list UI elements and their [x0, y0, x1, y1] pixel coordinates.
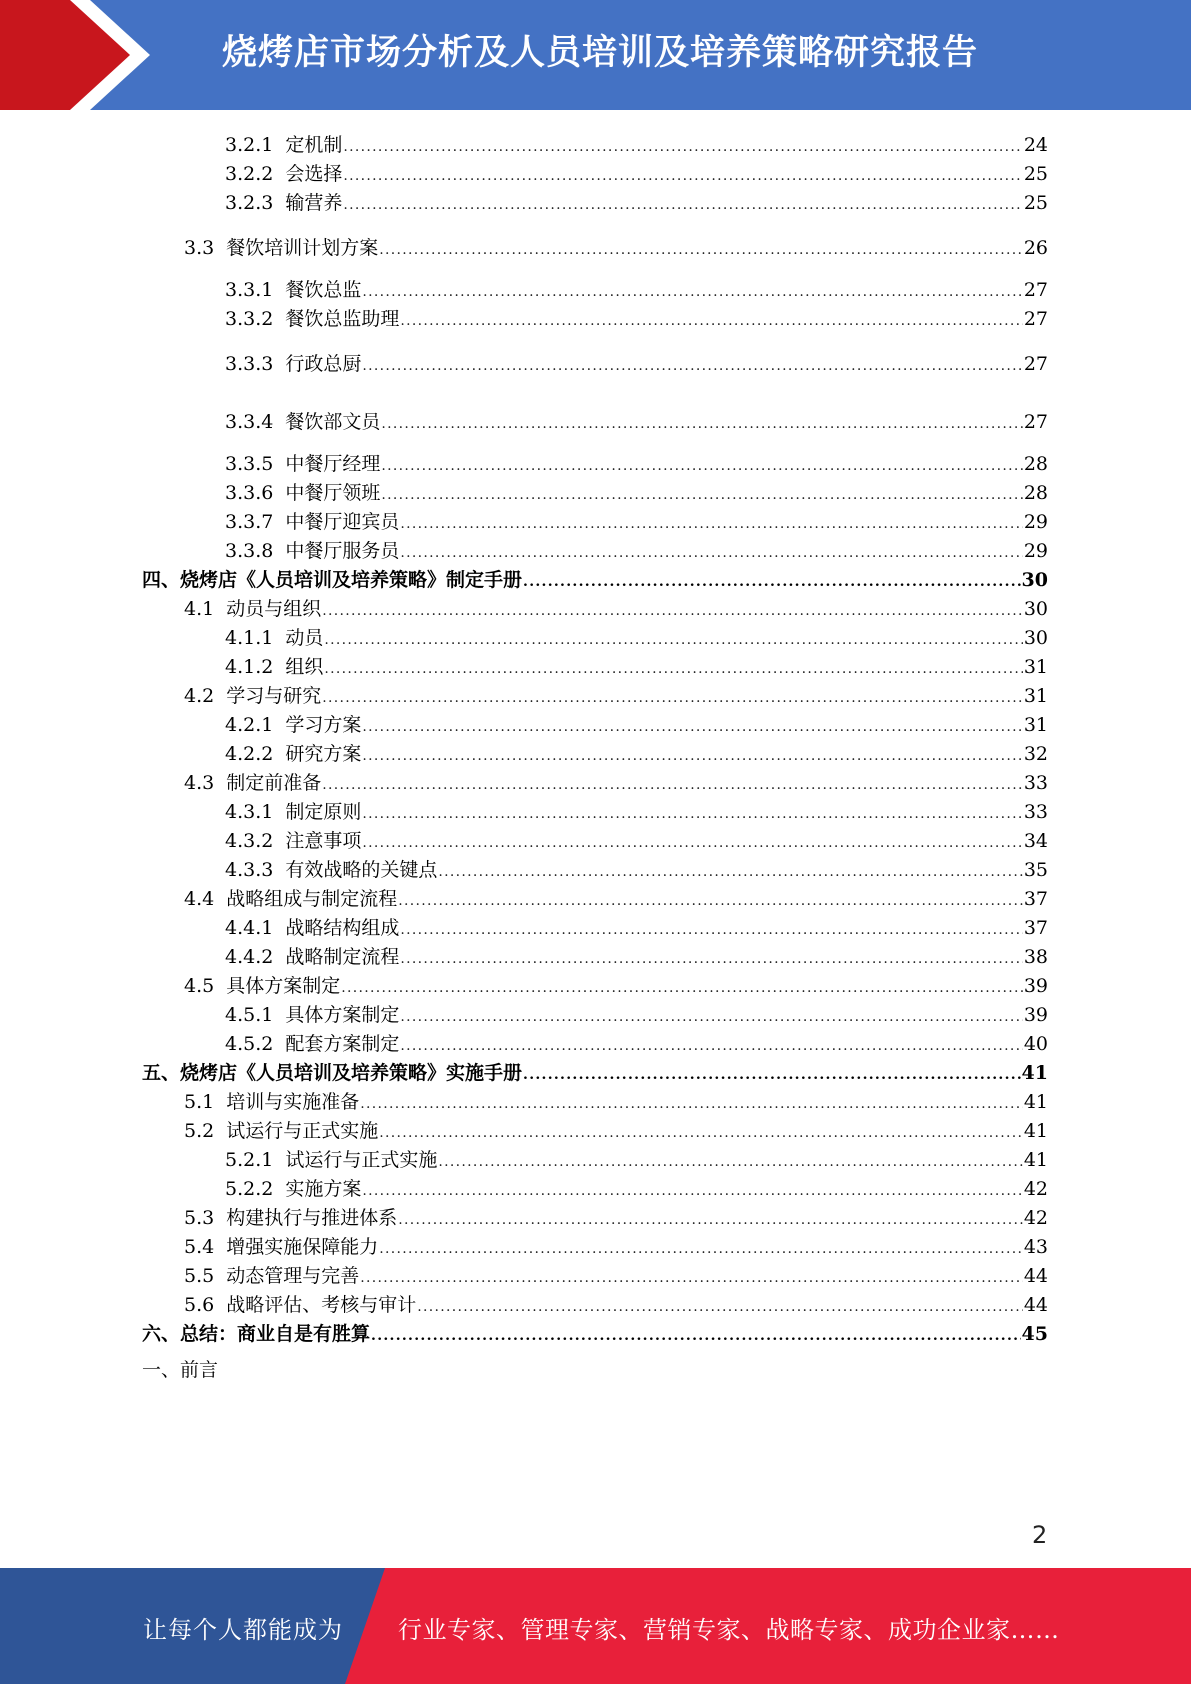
toc-entry-number: 4.1.2	[225, 656, 274, 678]
toc-dot-leader	[398, 1207, 1023, 1233]
toc-entry-label	[225, 712, 361, 738]
toc-entry-page: 41	[1023, 1120, 1048, 1142]
toc-dot-leader	[324, 627, 1022, 653]
toc-entry[interactable]	[184, 1263, 1048, 1289]
toc-entry-number: 3.3.8	[225, 540, 274, 562]
toc-dot-leader	[438, 859, 1022, 885]
toc-entry-page: 29	[1023, 540, 1048, 562]
toc-dot-leader	[400, 540, 1022, 566]
toc-entry-label	[225, 132, 342, 158]
toc-entry[interactable]	[225, 306, 1048, 332]
toc-entry[interactable]	[225, 828, 1048, 854]
toc-entry-number: 5.2	[184, 1120, 215, 1142]
toc-entry-label	[225, 509, 399, 535]
toc-entry-label	[225, 1176, 361, 1202]
toc-entry[interactable]	[225, 277, 1048, 303]
toc-entry-title: 注意事项	[285, 830, 362, 852]
toc-entry-label	[225, 741, 361, 767]
toc-entry-label	[142, 1321, 370, 1347]
page-header	[0, 0, 1191, 110]
toc-entry-page: 33	[1023, 772, 1048, 794]
toc-entry-title: 实施方案	[285, 1178, 362, 1200]
toc-entry-label	[225, 451, 380, 477]
toc-entry-title: 动态管理与完善	[226, 1265, 360, 1287]
toc-entry-title: 学习方案	[285, 714, 362, 736]
toc-entry-number: 3.2.1	[225, 134, 274, 156]
toc-entry-number: 5.3	[184, 1207, 215, 1229]
toc-entry-number: 4.3.1	[225, 801, 274, 823]
toc-entry[interactable]	[184, 1292, 1048, 1318]
toc-entry[interactable]	[225, 480, 1048, 506]
toc-entry-title: 中餐厅迎宾员	[285, 511, 400, 533]
toc-dot-leader	[400, 1033, 1022, 1059]
toc-entry-number: 5.2.2	[225, 1178, 274, 1200]
toc-entry-label	[225, 161, 342, 187]
toc-entry[interactable]	[225, 741, 1048, 767]
toc-entry-number: 3.2.2	[225, 163, 274, 185]
toc-entry-label	[184, 683, 321, 709]
toc-entry-number: 4.5.1	[225, 1004, 274, 1026]
toc-entry-page: 37	[1023, 888, 1048, 910]
toc-dot-leader	[360, 1091, 1023, 1117]
toc-dot-leader	[381, 453, 1022, 479]
toc-entry-number: 3.3.2	[225, 308, 274, 330]
toc-entry-page: 41	[1023, 1149, 1048, 1171]
toc-entry-page: 31	[1023, 714, 1048, 736]
toc-entry-page: 29	[1023, 511, 1048, 533]
toc-entry-title: 餐饮部文员	[285, 411, 381, 433]
toc-entry-number: 3.2.3	[225, 192, 274, 214]
toc-entry-page: 30	[1021, 569, 1048, 591]
toc-entry-page: 34	[1023, 830, 1048, 852]
toc-entry-title: 四、烧烤店《人员培训及培养策略》制定手册	[142, 569, 523, 591]
toc-entry-title: 试运行与正式实施	[226, 1120, 379, 1142]
toc-entry-number: 4.3	[184, 772, 215, 794]
toc-entry-title: 试运行与正式实施	[285, 1149, 438, 1171]
toc-entry-number: 4.1.1	[225, 627, 274, 649]
toc-entry[interactable]	[225, 161, 1048, 187]
toc-entry[interactable]	[225, 944, 1048, 970]
toc-entry[interactable]	[225, 509, 1048, 535]
toc-entry-number: 3.3.6	[225, 482, 274, 504]
toc-entry-number: 3.3.7	[225, 511, 274, 533]
toc-entry-title: 配套方案制定	[285, 1033, 400, 1055]
toc-entry-number: 3.3	[184, 237, 215, 259]
toc-entry-page: 43	[1023, 1236, 1048, 1258]
toc-entry[interactable]	[225, 1002, 1048, 1028]
toc-entry-label	[225, 538, 399, 564]
toc-entry-label	[184, 886, 397, 912]
toc-dot-leader	[379, 237, 1023, 263]
toc-entry-title: 有效战略的关键点	[285, 859, 438, 881]
toc-entry-number: 4.4	[184, 888, 215, 910]
toc-dot-leader	[362, 1178, 1022, 1204]
toc-entry-number: 5.4	[184, 1236, 215, 1258]
toc-dot-leader	[379, 1236, 1023, 1262]
toc-entry-label	[225, 277, 361, 303]
toc-entry-label	[184, 973, 340, 999]
toc-entry-label	[225, 828, 361, 854]
toc-dot-leader	[362, 714, 1022, 740]
toc-entry-page: 42	[1023, 1178, 1048, 1200]
toc-entry-label	[225, 857, 437, 883]
document-title: 烧烤店市场分析及人员培训及培养策略研究报告	[222, 33, 979, 73]
toc-entry-title: 会选择	[285, 163, 343, 185]
toc-entry-label	[225, 409, 380, 435]
toc-entry-title: 增强实施保障能力	[226, 1236, 379, 1258]
toc-dot-leader	[343, 134, 1022, 160]
toc-entry-page: 44	[1023, 1294, 1048, 1316]
toc-entry-number: 4.3.2	[225, 830, 274, 852]
toc-entry-label	[184, 1263, 359, 1289]
toc-entry-title: 餐饮总监助理	[285, 308, 400, 330]
toc-entry-page: 39	[1023, 1004, 1048, 1026]
toc-entry-number: 4.2.1	[225, 714, 274, 736]
toc-entry[interactable]	[225, 190, 1048, 216]
toc-dot-leader	[362, 353, 1022, 379]
toc-entry-label	[184, 770, 321, 796]
toc-entry-number: 5.5	[184, 1265, 215, 1287]
toc-entry-page: 44	[1023, 1265, 1048, 1287]
toc-entry-title: 具体方案制定	[285, 1004, 400, 1026]
toc-entry-page: 40	[1023, 1033, 1048, 1055]
toc-entry-title: 餐饮培训计划方案	[226, 237, 379, 259]
toc-entry[interactable]	[225, 351, 1048, 377]
toc-entry-number: 4.5.2	[225, 1033, 274, 1055]
toc-entry[interactable]	[225, 857, 1048, 883]
toc-entry[interactable]	[142, 567, 1048, 593]
toc-entry-title: 战略评估、考核与审计	[226, 1294, 417, 1316]
toc-entry-page: 39	[1023, 975, 1048, 997]
toc-entry[interactable]	[225, 132, 1048, 158]
toc-entry-label	[225, 944, 399, 970]
toc-dot-leader	[381, 482, 1022, 508]
toc-entry[interactable]	[225, 1031, 1048, 1057]
toc-entry-page: 30	[1023, 598, 1048, 620]
toc-entry-title: 中餐厅经理	[285, 453, 381, 475]
page-number: 2	[1032, 1521, 1048, 1549]
toc-entry[interactable]	[184, 1234, 1048, 1260]
toc-entry[interactable]	[184, 1089, 1048, 1115]
toc-entry-title: 具体方案制定	[226, 975, 341, 997]
toc-entry[interactable]	[225, 799, 1048, 825]
toc-entry-label	[225, 654, 323, 680]
toc-entry-label	[184, 1292, 416, 1318]
toc-entry-page: 33	[1023, 801, 1048, 823]
toc-entry-title: 输营养	[285, 192, 343, 214]
toc-entry-page: 25	[1023, 192, 1048, 214]
toc-entry[interactable]	[184, 683, 1048, 709]
toc-dot-leader	[362, 743, 1022, 769]
toc-entry-number: 3.3.5	[225, 453, 274, 475]
toc-entry[interactable]	[184, 973, 1048, 999]
toc-entry-number: 3.3.1	[225, 279, 274, 301]
page-footer	[0, 1568, 1191, 1684]
toc-entry-title: 构建执行与推进体系	[226, 1207, 398, 1229]
toc-dot-leader	[362, 279, 1022, 305]
toc-entry[interactable]	[225, 1147, 1048, 1173]
toc-entry-label	[225, 1031, 399, 1057]
toc-entry-title: 五、烧烤店《人员培训及培养策略》实施手册	[142, 1062, 523, 1084]
toc-dot-leader	[343, 163, 1022, 189]
toc-entry-label	[184, 1205, 397, 1231]
toc-entry-page: 35	[1023, 859, 1048, 881]
toc-entry[interactable]	[225, 409, 1048, 435]
toc-entry-page: 28	[1023, 453, 1048, 475]
toc-entry-label	[142, 567, 522, 593]
toc-entry-number: 4.2	[184, 685, 215, 707]
toc-entry-title: 行政总厨	[285, 353, 362, 375]
toc-entry-title: 战略制定流程	[285, 946, 400, 968]
toc-entry-page: 42	[1023, 1207, 1048, 1229]
toc-entry[interactable]	[225, 538, 1048, 564]
toc-dot-leader	[360, 1265, 1023, 1291]
toc-entry-label	[184, 1089, 359, 1115]
toc-dot-leader	[523, 1062, 1021, 1088]
toc-entry-number: 4.4.1	[225, 917, 274, 939]
toc-entry-page: 27	[1023, 308, 1048, 330]
toc-entry-title: 中餐厅服务员	[285, 540, 400, 562]
toc-dot-leader	[400, 946, 1022, 972]
toc-entry-number: 3.3.4	[225, 411, 274, 433]
toc-entry-title: 战略结构组成	[285, 917, 400, 939]
toc-entry-page: 27	[1023, 411, 1048, 433]
toc-dot-leader	[400, 917, 1022, 943]
toc-entry[interactable]	[225, 915, 1048, 941]
toc-entry-title: 组织	[285, 656, 324, 678]
toc-entry[interactable]	[184, 1205, 1048, 1231]
toc-dot-leader	[379, 1120, 1023, 1146]
toc-entry-number: 4.3.3	[225, 859, 274, 881]
toc-dot-leader	[417, 1294, 1023, 1320]
toc-entry-label	[225, 915, 399, 941]
toc-entry-title: 培训与实施准备	[226, 1091, 360, 1113]
toc-entry-page: 41	[1021, 1062, 1048, 1084]
toc-dot-leader	[381, 411, 1022, 437]
toc-entry-label	[184, 235, 378, 261]
toc-entry-title: 研究方案	[285, 743, 362, 765]
toc-entry-number: 5.2.1	[225, 1149, 274, 1171]
toc-entry-page: 41	[1023, 1091, 1048, 1113]
toc-dot-leader	[400, 1004, 1022, 1030]
toc-dot-leader	[400, 511, 1022, 537]
toc-entry-label	[184, 1234, 378, 1260]
toc-entry[interactable]	[225, 712, 1048, 738]
toc-entry-page: 24	[1023, 134, 1048, 156]
toc-entry-page: 28	[1023, 482, 1048, 504]
toc-entry-label	[184, 1118, 378, 1144]
toc-entry-page: 27	[1023, 279, 1048, 301]
toc-entry-title: 餐饮总监	[285, 279, 362, 301]
toc-entry-page: 38	[1023, 946, 1048, 968]
toc-entry-page: 31	[1023, 685, 1048, 707]
toc-entry[interactable]	[225, 1176, 1048, 1202]
toc-entry-page: 37	[1023, 917, 1048, 939]
toc-entry-label	[225, 480, 380, 506]
toc-entry-title: 六、总结：商业自是有胜算	[142, 1323, 371, 1345]
toc-entry[interactable]	[142, 1321, 1048, 1347]
toc-entry-title: 学习与研究	[226, 685, 322, 707]
toc-dot-leader	[398, 888, 1023, 914]
toc-dot-leader	[343, 192, 1022, 218]
toc-entry-page: 32	[1023, 743, 1048, 765]
toc-dot-leader	[322, 685, 1023, 711]
toc-entry-title: 制定前准备	[226, 772, 322, 794]
toc-entry-page: 26	[1023, 237, 1048, 259]
toc-entry[interactable]	[184, 1118, 1048, 1144]
toc-entry-title: 动员与组织	[226, 598, 322, 620]
toc-entry[interactable]	[225, 654, 1048, 680]
toc-entry-title: 动员	[285, 627, 324, 649]
toc-entry-label	[225, 1002, 399, 1028]
toc-dot-leader	[400, 308, 1022, 334]
toc-entry[interactable]	[184, 886, 1048, 912]
toc-entry-number: 4.2.2	[225, 743, 274, 765]
toc-entry-page: 30	[1023, 627, 1048, 649]
toc-dot-leader	[322, 598, 1023, 624]
toc-dot-leader	[523, 569, 1021, 595]
toc-entry-page: 31	[1023, 656, 1048, 678]
toc-entry-label	[225, 306, 399, 332]
toc-dot-leader	[438, 1149, 1022, 1175]
toc-entry-page: 25	[1023, 163, 1048, 185]
toc-dot-leader	[362, 830, 1022, 856]
toc-entry-title: 中餐厅领班	[285, 482, 381, 504]
toc-entry[interactable]	[184, 596, 1048, 622]
footer-slogan-left: 让每个人都能成为	[143, 1616, 343, 1644]
toc-dot-leader	[322, 772, 1023, 798]
intro-heading: 一、前言	[142, 1359, 219, 1381]
toc-dot-leader	[324, 656, 1022, 682]
toc-entry-label	[225, 799, 361, 825]
toc-entry-page: 45	[1021, 1323, 1048, 1345]
toc-entry-label	[184, 596, 321, 622]
toc-entry-title: 制定原则	[285, 801, 362, 823]
toc-entry-number: 5.6	[184, 1294, 215, 1316]
footer-slogan-right: 行业专家、管理专家、营销专家、战略专家、成功企业家……	[398, 1616, 1060, 1644]
toc-entry-page: 27	[1023, 353, 1048, 375]
toc-entry-number: 4.1	[184, 598, 215, 620]
toc-entry-number: 5.1	[184, 1091, 215, 1113]
toc-dot-leader	[371, 1323, 1021, 1349]
toc-entry-number: 3.3.3	[225, 353, 274, 375]
toc-entry[interactable]	[225, 625, 1048, 651]
toc-entry-label	[225, 190, 342, 216]
toc-entry[interactable]	[184, 235, 1048, 261]
toc-entry-title: 战略组成与制定流程	[226, 888, 398, 910]
toc-entry-label	[142, 1060, 522, 1086]
toc-entry[interactable]	[184, 770, 1048, 796]
toc-entry-number: 4.5	[184, 975, 215, 997]
toc-entry[interactable]	[225, 451, 1048, 477]
toc-dot-leader	[341, 975, 1023, 1001]
toc-entry-title: 定机制	[285, 134, 343, 156]
toc-dot-leader	[362, 801, 1022, 827]
toc-entry-label	[225, 625, 323, 651]
toc-entry-label	[225, 351, 361, 377]
toc-entry-number: 4.4.2	[225, 946, 274, 968]
toc-entry[interactable]	[142, 1060, 1048, 1086]
toc-entry-label	[225, 1147, 437, 1173]
